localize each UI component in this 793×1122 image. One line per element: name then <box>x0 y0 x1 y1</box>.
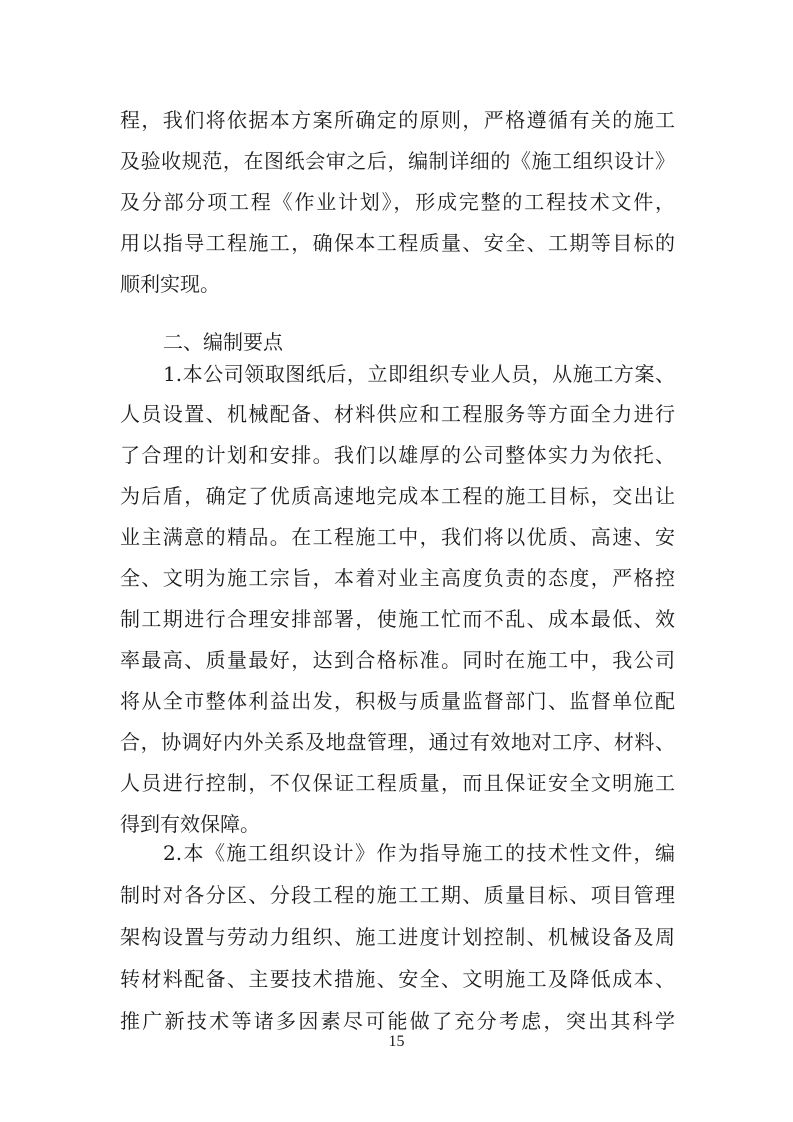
paragraph-1-line-2: 及验收规范，在图纸会审之后，编制详细的《施工组织设计》 <box>120 149 675 173</box>
paragraph-3-line-4: 转材料配备、主要技术措施、安全、文明施工及降低成本、 <box>120 967 675 991</box>
paragraph-1-line-1: 程，我们将依据本方案所确定的原则，严格遵循有关的施工 <box>120 108 675 132</box>
paragraph-2-line-2: 人员设置、机械配备、材料供应和工程服务等方面全力进行 <box>120 402 675 426</box>
paragraph-1-line-4: 用以指导工程施工，确保本工程质量、安全、工期等目标的 <box>120 231 675 255</box>
paragraph-2-line-6: 全、文明为施工宗旨，本着对业主高度负责的态度，严格控 <box>120 566 675 590</box>
paragraph-3-line-2: 制时对各分区、分段工程的施工工期、质量目标、项目管理 <box>120 883 675 907</box>
paragraph-3-line-5: 推广新技术等诸多因素尽可能做了充分考虑，突出其科学 <box>120 1009 675 1033</box>
paragraph-2-line-11: 人员进行控制，不仅保证工程质量，而且保证安全文明施工 <box>120 771 675 795</box>
paragraph-2-line-10: 合，协调好内外关系及地盘管理，通过有效地对工序、材料、 <box>120 730 675 754</box>
paragraph-1-line-5: 顺利实现。 <box>120 272 220 296</box>
paragraph-3-line-3: 架构设置与劳动力组织、施工进度计划控制、机械设备及周 <box>120 925 675 949</box>
paragraph-2-line-9: 将从全市整体利益出发，积极与质量监督部门、监督单位配 <box>120 689 675 713</box>
paragraph-2-line-7: 制工期进行合理安排部署，使施工忙而不乱、成本最低、效 <box>120 607 675 631</box>
section-heading: 二、编制要点 <box>163 330 283 354</box>
paragraph-1-line-3: 及分部分项工程《作业计划》，形成完整的工程技术文件， <box>120 190 675 214</box>
paragraph-2-line-5: 业主满意的精品。在工程施工中，我们将以优质、高速、安 <box>120 525 675 549</box>
paragraph-2-line-1: 1.本公司领取图纸后，立即组织专业人员，从施工方案、 <box>163 362 675 386</box>
paragraph-2-line-12: 得到有效保障。 <box>120 812 260 836</box>
page-number: 15 <box>388 1033 405 1050</box>
paragraph-2-line-8: 率最高、质量最好，达到合格标准。同时在施工中，我公司 <box>120 648 675 672</box>
paragraph-2-line-3: 了合理的计划和安排。我们以雄厚的公司整体实力为依托、 <box>120 443 675 467</box>
paragraph-3-line-1: 2.本《施工组织设计》作为指导施工的技术性文件，编 <box>163 841 675 865</box>
paragraph-2-line-4: 为后盾，确定了优质高速地完成本工程的施工目标，交出让 <box>120 484 675 508</box>
